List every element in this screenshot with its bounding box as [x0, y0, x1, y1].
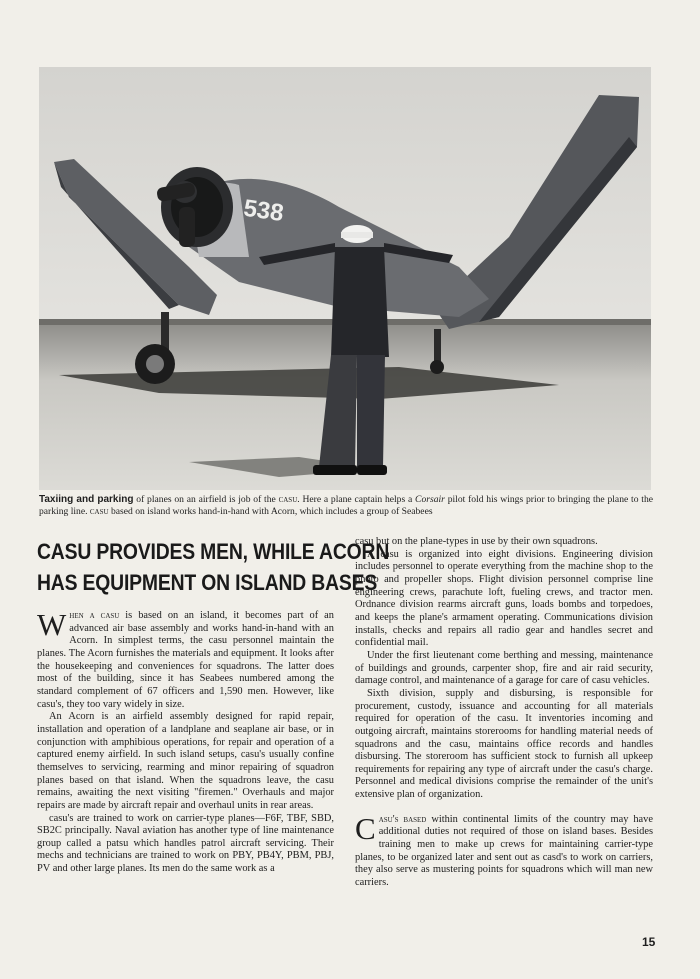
paragraph-lead: asu's based: [378, 813, 427, 825]
caption-casu: casu: [278, 494, 298, 505]
article-column-left: [37, 607, 334, 876]
caption-text: . Here a plane captain helps a: [297, 494, 416, 505]
article-paragraph: A casu is organized into eight divisions. Engineering division includes personnel to operate everything from the machine shop to the photo and propeller shops. Flight division personnel comprise line engineering crews, parachute loft, fueling crews, and tractor men. Ordnance division rearms aircraft guns, loads bombs and torpedoes, and keeps the plane's armament operating. Communications division installs, checks and repairs all radio gear and handles secret and confidential mail.: [355, 548, 653, 649]
headline-line-2: HAS EQUIPMENT ON ISLAND BASES: [37, 570, 378, 595]
caption-corsair: Corsair: [415, 494, 445, 505]
article-paragraph: casu but on the plane-types in use by their own squadrons.: [355, 536, 598, 547]
caption-casu: casu: [89, 506, 109, 517]
photo-caption: [39, 494, 653, 518]
caption-text: based on island works hand-in-hand with Acorn, which includes a group of Seabees: [108, 506, 433, 517]
paragraph-lead: hen a casu: [69, 610, 120, 621]
paragraph-text: within continental limits of the country may have additional duties not required of those on island bases. Besides training men to make up crews for maintaining carrier-type planes, to be organized later and sent out as casd's to work on carriers, they also serve as mustering points for squadrons which will man new carriers.: [355, 813, 653, 889]
article-paragraph: [37, 607, 334, 711]
caption-text: of planes on an airfield is job of the: [133, 494, 279, 505]
caption-lead: Taxiing and parking: [39, 494, 134, 505]
article-paragraph: Sixth division, supply and disbursing, is responsible for procurement, custody, issuance and accounting for all materials required for operation of the casu. It inventories incoming and outgoing aircraft, maintains storerooms for handling material needs of squadrons and the casu, maintains office records and handles disbursing. The storeroom has sufficient stock to furnish all upkeep requirements for repairing any type of aircraft under the casu's charge. Personnel and medical divisions comprise the remainder of the unit's extensive plan of organization.: [355, 687, 653, 801]
article-paragraph: casu's are trained to work on carrier-type planes—F6F, TBF, SBD, SB2C principally. Naval aviation has another type of line maintenance group called a patsu which handles patrol aircraft servicing. Their mechs and technicians are trained to work on PBY, PB4Y, PBM, PBJ, PV and other large planes. Its men do the same work as a: [37, 812, 334, 875]
plane-number: 538: [241, 194, 286, 228]
page-number: 15: [642, 935, 656, 949]
headline-line-1: CASU PROVIDES MEN, WHILE ACORN: [37, 539, 390, 564]
drop-cap: W: [37, 607, 67, 642]
paragraph-text: is based on an island, it becomes part of an advanced air base assembly and works hand-in-hand with an Acorn. In simplest terms, the casu personnel maintain the planes. The Acorn furnishes the materials and equipment. It looks after the housekeeping and conveniences for squadrons. The latter does most of the building, since it has Seabees numbered among the standard complement of 67 officers and 1,590 men. However, like casu's, they too vary widely in size.: [37, 610, 334, 710]
caption-text: pilot fold his wings prior to bringing the plane to the parking line.: [39, 494, 653, 517]
drop-cap: C: [355, 810, 376, 846]
article-paragraph: An Acorn is an airfield assembly designed for rapid repair, installation and operation of a landplane and seaplane air base, or in conjunction with amphibious operations, for repair and operation of a captured enemy airfield. In such island setups, casu's usually confine themselves to servicing, rearming and minor repairing of squadron planes based on that island. When the squadrons leave, the casu remains, awaiting the next visiting "firemen." Overhauls and major repairs are made by aircraft repair and overhaul units in rear areas.: [37, 711, 334, 811]
article-column-right: [355, 536, 653, 890]
article-headline: [37, 536, 390, 598]
article-paragraph: Under the first lieutenant come berthing and messing, maintenance of buildings and grounds, carpenter shop, fire and air raid security, damage control, and maintenance of a garage for care of casu vehicles.: [355, 649, 653, 687]
article-paragraph: [355, 810, 653, 890]
corsair-photo: [39, 67, 651, 490]
